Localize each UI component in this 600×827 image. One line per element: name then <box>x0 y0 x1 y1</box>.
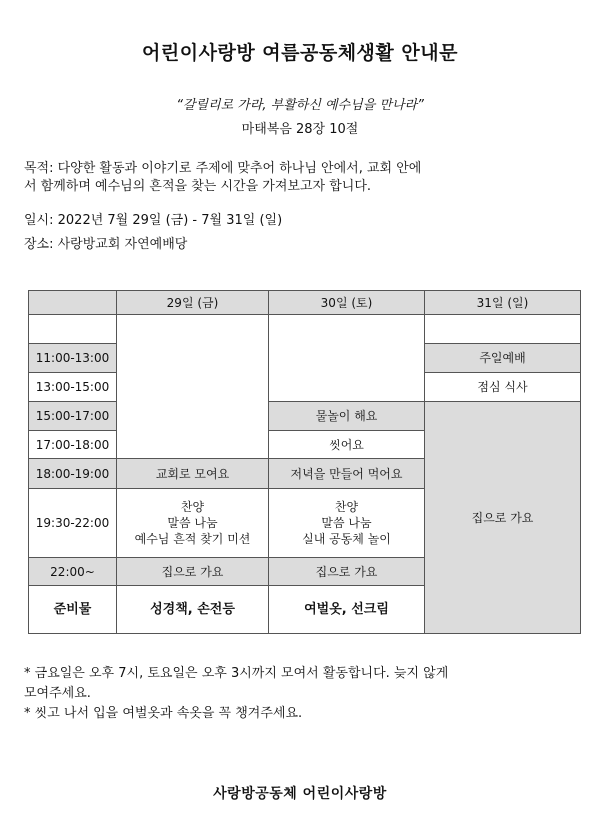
sat-go-home-cell: 집으로 가요 <box>269 558 425 586</box>
supplies-label: 준비물 <box>29 586 117 634</box>
table-row <box>29 315 581 344</box>
note-line: 모여주세요. <box>24 686 91 701</box>
blank-time-cell <box>29 315 117 344</box>
purpose-line: 목적: 다양한 활동과 이야기로 주제에 맞추어 하나님 안에서, 교회 안에 <box>24 161 422 176</box>
program-item: 실내 공동체 놀이 <box>302 532 391 546</box>
schedule-table <box>28 290 581 634</box>
event-place: 장소: 사랑방교회 자연예배당 <box>24 237 188 252</box>
header-day-fri: 29일 (금) <box>117 291 269 315</box>
sat-supplies-cell: 여벌옷, 선크림 <box>269 586 425 634</box>
sat-water-play-cell: 물놀이 해요 <box>269 402 425 431</box>
purpose-line: 서 함께하며 예수님의 흔적을 찾는 시간을 가져보고자 합니다. <box>24 179 372 194</box>
fri-empty-block <box>117 315 269 459</box>
table-row <box>29 402 581 431</box>
notes-section <box>24 664 576 724</box>
note-item <box>24 664 576 704</box>
bible-verse-quote: “갈릴리로 가라, 부활하신 예수님을 만나라” <box>176 98 424 113</box>
time-cell: 17:00-18:00 <box>29 431 117 459</box>
sat-dinner-cell: 저녁을 만들어 먹어요 <box>269 459 425 489</box>
time-cell: 22:00~ <box>29 558 117 586</box>
sat-wash-cell: 씻어요 <box>269 431 425 459</box>
time-cell: 13:00-15:00 <box>29 373 117 402</box>
event-date: 일시: 2022년 7월 29일 (금) - 7월 31일 (일) <box>24 213 283 228</box>
sun-go-home-cell: 집으로 가요 <box>425 402 581 634</box>
fri-evening-program-cell <box>117 489 269 558</box>
program-item: 예수님 흔적 찾기 미션 <box>134 532 251 546</box>
fri-supplies-cell: 성경책, 손전등 <box>117 586 269 634</box>
organization-signature: 사랑방공동체 어린이사랑방 <box>213 786 387 802</box>
header-day-sun: 31일 (일) <box>425 291 581 315</box>
time-cell: 15:00-17:00 <box>29 402 117 431</box>
page-title: 어린이사랑방 여름공동체생활 안내문 <box>142 42 458 64</box>
table-header-row <box>29 291 581 315</box>
purpose-paragraph <box>24 160 576 196</box>
fri-gather-cell: 교회로 모여요 <box>117 459 269 489</box>
program-item: 찬양 <box>180 500 205 514</box>
time-cell: 11:00-13:00 <box>29 344 117 373</box>
program-item: 찬양 <box>334 500 359 514</box>
header-day-sat: 30일 (토) <box>269 291 425 315</box>
bible-verse-reference: 마태복음 28장 10절 <box>241 122 359 137</box>
sun-blank-cell <box>425 315 581 344</box>
sun-worship-cell: 주일예배 <box>425 344 581 373</box>
time-cell: 18:00-19:00 <box>29 459 117 489</box>
note-item: * 씻고 나서 입을 여벌옷과 속옷을 꼭 챙겨주세요. <box>24 706 303 721</box>
fri-go-home-cell: 집으로 가요 <box>117 558 269 586</box>
program-item: 말씀 나눔 <box>167 516 218 530</box>
sat-evening-program-cell <box>269 489 425 558</box>
note-line: * 금요일은 오후 7시, 토요일은 오후 3시까지 모여서 활동합니다. 늦지 않게 <box>24 666 449 681</box>
sat-empty-block <box>269 315 425 402</box>
sun-lunch-cell: 점심 식사 <box>425 373 581 402</box>
table-header-corner <box>29 291 117 315</box>
time-cell: 19:30-22:00 <box>29 489 117 558</box>
program-item: 말씀 나눔 <box>321 516 372 530</box>
